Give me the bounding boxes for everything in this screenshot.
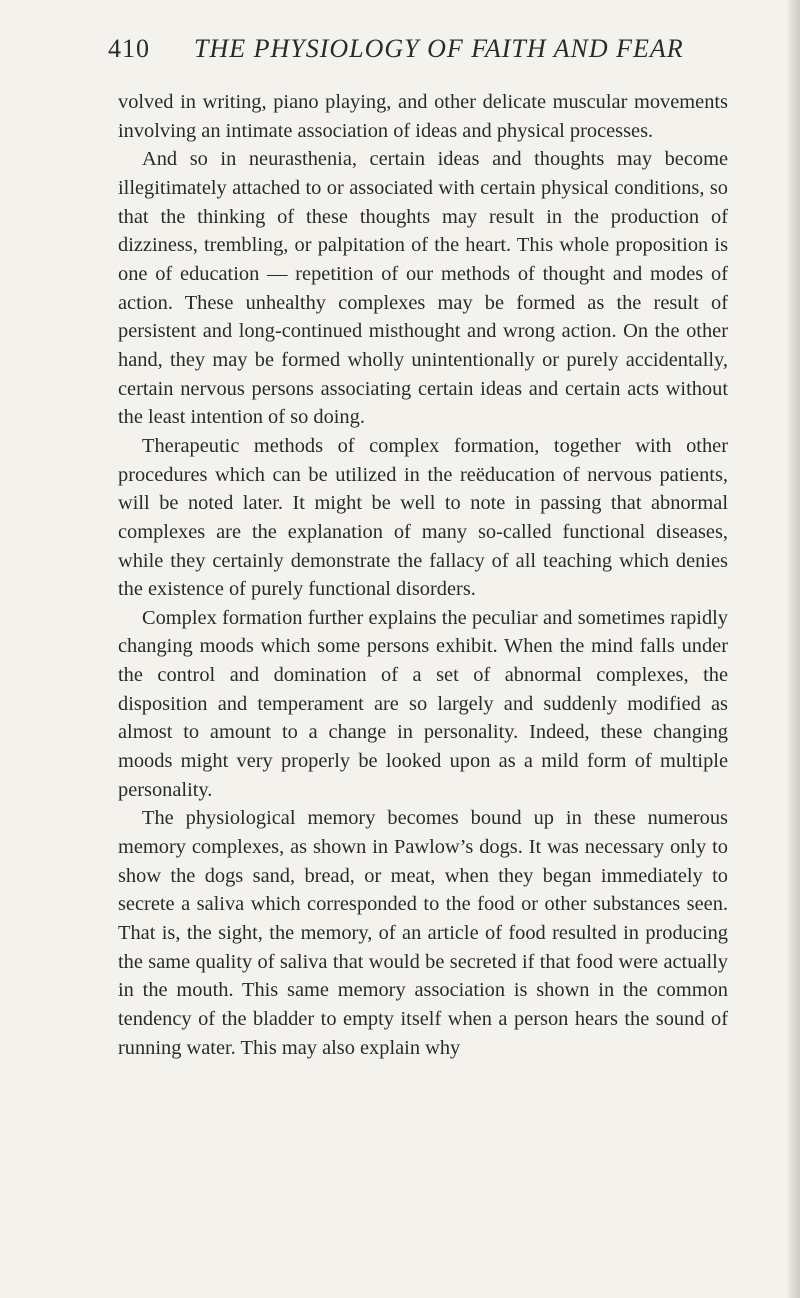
paragraph: Therapeutic methods of complex formation, together with other procedures which can be utilized in the reëducation of nervous patients, will be noted later. It might be well to note in passing that abnormal complexes are the explanation of many so-called functional diseases, while they certainly demonstrate the fallacy of all teaching which denies the existence of purely functional disorders. [118,434,728,601]
page-edge-shadow [786,0,800,1298]
running-head [108,34,728,74]
paragraph: The physiological memory becomes bound up in these numerous memory complexes, as shown in Pawlow’s dogs. It was necessary only to show the dogs sand, bread, or meat, when they began immediately to secrete a saliva which corresponded to the food or other substances seen. That is, the sight, the memory, of an article of food resulted in producing the same quality of saliva that would be secreted if that food were actually in the mouth. This same memory association is shown in the common tendency of the bladder to empty itself when a person hears the sound of running water. This may also explain why [118,807,728,1059]
paragraph: And so in neurasthenia, certain ideas and thoughts may become illegitimately attached to or associated with certain physical conditions, so that the thinking of these thoughts may result in the production of dizziness, trembling, or palpitation of the heart. This whole proposition is one of education — repetition of our methods of thought and modes of action. These unhealthy complexes may be formed as the result of persistent and long-continued misthought and wrong action. On the other hand, they may be formed wholly unintentionally or purely accidentally, certain nervous persons associating certain ideas and certain acts without the least intention of so doing. [118,148,728,429]
page-number: 410 [108,34,150,63]
paragraph: Complex formation further explains the peculiar and sometimes rapidly changing moods which some persons exhibit. When the mind falls under the control and domination of a set of abnormal complexes, the disposition and temperament are so largely and suddenly modified as almost to amount to a change in personality. Indeed, these changing moods might very properly be looked upon as a mild form of multiple personality. [118,606,728,801]
running-head-title: THE PHYSIOLOGY OF FAITH AND FEAR [194,34,684,63]
paragraph: volved in writing, piano playing, and other delicate muscular movements involving an intimate association of ideas and physical processes. [118,91,728,142]
body-text [118,88,728,1062]
